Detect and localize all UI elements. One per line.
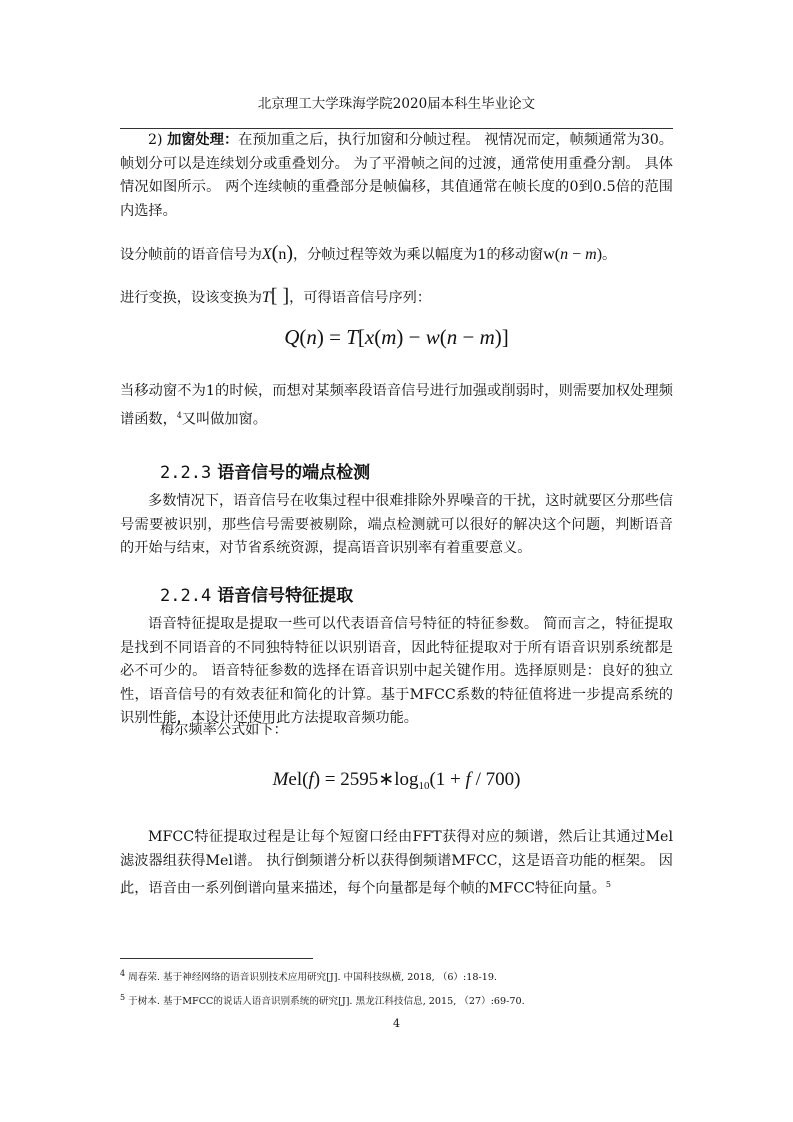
section-number: 2.2.4 [160, 586, 212, 606]
paragraph-text: 当移动窗不为1的时候，而想对某频率段语音信号进行加强或削弱时，则需要加权处理频谱函数， [120, 383, 673, 428]
footnote-ref[interactable]: 5 [605, 880, 611, 889]
footnote-number: 5 [120, 993, 126, 1002]
math-inline: X(n) [261, 242, 294, 264]
text-run: ，分帧过程等效为乘以幅度为1的移动窗 [293, 247, 544, 263]
paragraph-signal [120, 242, 673, 268]
page-number: 4 [393, 1017, 400, 1030]
bold-term: 加窗处理： [167, 132, 239, 148]
section-title: 语音信号的端点检测 [217, 463, 371, 483]
paragraph-text: MFCC特征提取过程是让每个短窗口经由FFT获得对应的频谱，然后让其通过Mel滤波器组获得Mel谱。 执行倒频谱分析以获得倒频谱MFCC，这是语音功能的框架。 因此，语音由一系列倒谱向量来描述，每个向量都是每个帧的MFCC特征向量。 [120, 829, 673, 897]
footnote-4 [120, 967, 680, 985]
math-inline: w(n − m) [543, 246, 603, 263]
paragraph-feature: 语音特征提取是提取一些可以代表语音信号特征的特征参数。 简而言之，特征提取是找到不同语音的不同独特特征以识别语音，因此特征提取对于所有语音识别系统都是必不可少的。 语音特征参数的选择在语音识别中起关键作用。选择原则是：良好的独立性，语音信号的有效表征和简化的计算。基于MFCC系数的特征值将进一步提高系统的识别性能，本设计还使用此方法提取音频功能。 [120, 616, 673, 726]
math-inline: T[ ] [261, 285, 290, 307]
paragraph-endpoint: 多数情况下，语音信号在收集过程中很难排除外界噪音的干扰，这时就要区分那些信号需要被识别，那些信号需要被剔除，端点检测就可以很好的解决这个问题，判断语音的开始与结束，对节省系统资源，提高语音识别率有着重要意义。 [120, 493, 673, 556]
footnote-number: 4 [120, 969, 126, 978]
section-number: 2.2.3 [160, 463, 212, 483]
text-run: ，可得语音信号序列： [289, 290, 432, 306]
section-heading-2-2-4 [160, 581, 353, 606]
paragraph-transform [120, 285, 673, 311]
footnote-text: 于树本. 基于MFCC的说话人语音识别系统的研究[J]. 黑龙江科技信息, 2015, （27）:69-70. [128, 996, 525, 1008]
footnote-text: 周春荣. 基于神经网络的语音识别技术应用研究[J]. 中国科技纵横, 2018, （6）:18-19. [128, 972, 497, 984]
footnote-rule [120, 958, 313, 959]
paragraph-mfcc [120, 826, 673, 901]
paragraph-weighting [120, 380, 673, 432]
footnote-ref[interactable]: 4 [176, 410, 182, 420]
text-run: 。 [602, 247, 617, 263]
section-heading-2-2-3 [160, 458, 370, 483]
equation-mel: $Mel(f) = 2595∗\log_{10}(1 + f / 700)$ [272, 769, 521, 792]
footnote-5 [120, 991, 680, 1009]
text-run: 设分帧前的语音信号为 [120, 247, 262, 263]
section-title: 语音信号特征提取 [217, 586, 354, 606]
paragraph-text: 在预加重之后，执行加窗和分帧过程。 视情况而定，帧频通常为30。 帧划分可以是连续划分或重叠划分。 为了平滑帧之间的过渡，通常使用重叠分割。 具体情况如图所示。 两个连续帧的重叠部分是帧偏移，其值通常在帧长度的0到0.5倍的范围内选择。 [120, 132, 673, 219]
paragraph-mel-intro: 梅尔频率公式如下： [160, 722, 288, 738]
running-header: 北京理工大学珠海学院2020届本科生毕业论文 [257, 96, 536, 112]
text-run: 又叫做加窗。 [181, 411, 267, 428]
equation-q: Q(n) = T[x(m) − w(n − m)] [284, 325, 509, 349]
list-prefix: 2) [148, 132, 168, 148]
text-run: 进行变换，设该变换为 [120, 290, 262, 306]
paragraph-windowing [120, 129, 673, 223]
